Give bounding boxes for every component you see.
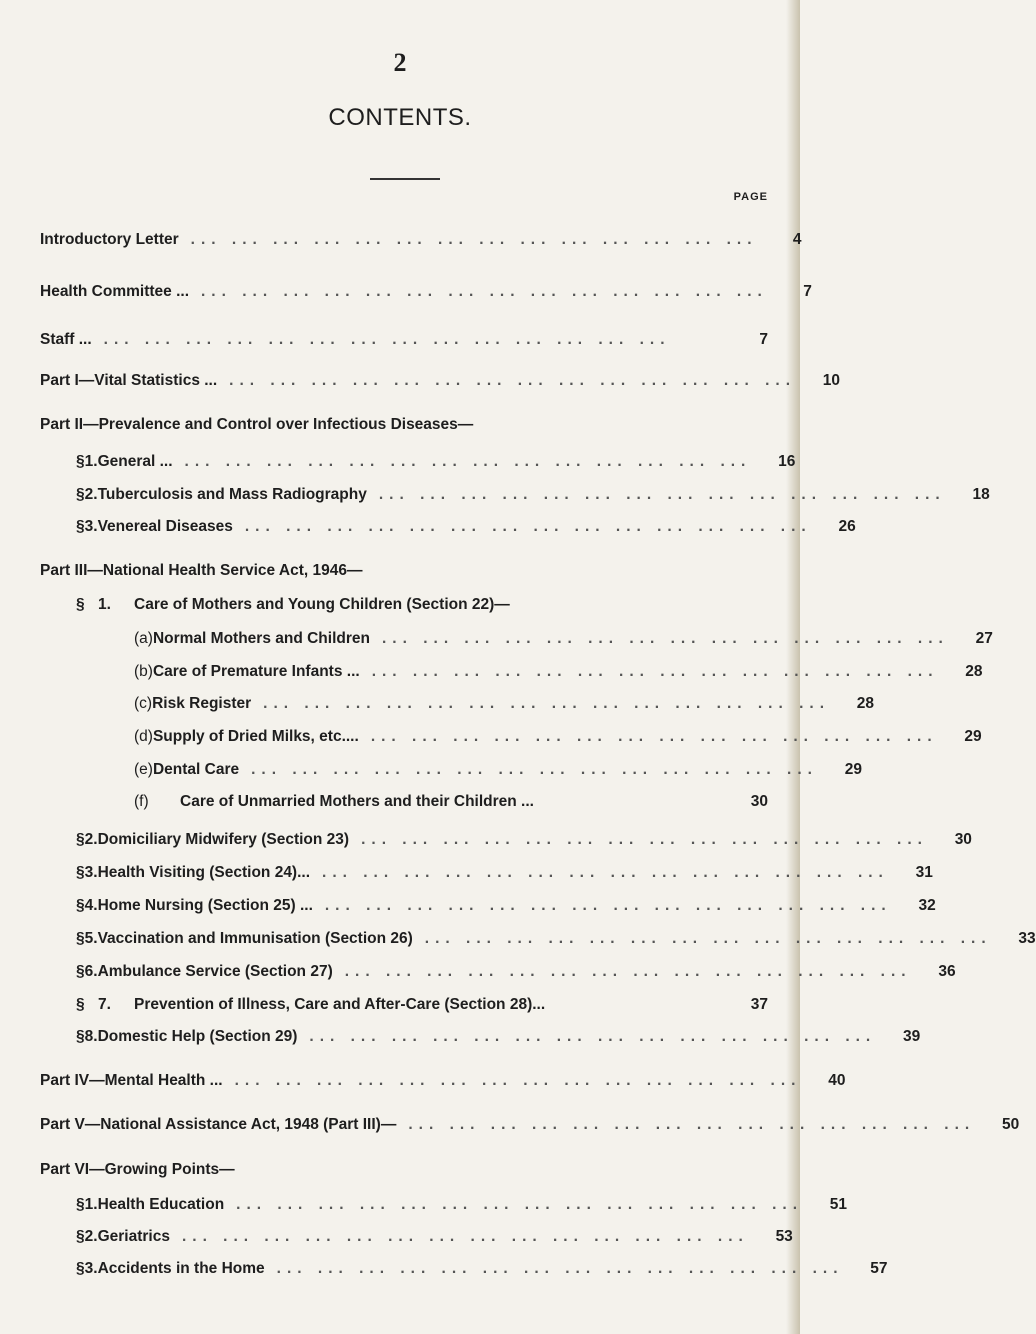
dot-leader: ... ... ... ... ... ... ... ... ... ... ... ... ... ... — [361, 831, 928, 848]
section-number: 1. — [84, 1196, 98, 1213]
toc-label: Health Committee ... — [40, 283, 189, 300]
section-sign: § — [76, 897, 85, 914]
dot-leader: ... ... ... ... ... ... ... ... ... ... ... ... ... ... — [276, 1260, 844, 1277]
sub-letter: (c) — [134, 695, 153, 712]
toc-entry-part-3-s2 — [76, 829, 972, 851]
section-number: 6. — [84, 963, 98, 980]
section-number: 2. — [84, 486, 98, 503]
toc-subentry-d — [134, 726, 982, 748]
dot-leader: ... ... ... ... ... ... ... ... ... ... ... ... ... ... — [181, 1228, 749, 1245]
toc-page: 29 — [844, 761, 862, 778]
toc-label: Tuberculosis and Mass Radiography — [97, 486, 367, 503]
dot-leader: ... ... ... ... ... ... ... ... ... ... ... ... ... ... — [370, 728, 938, 745]
section-number: 1. — [98, 596, 111, 613]
toc-page: 30 — [954, 831, 972, 848]
toc-label: Prevention of Illness, Care and After-Care (Section 28)... — [134, 996, 546, 1013]
dot-leader: ... ... ... ... ... ... ... ... ... ... ... ... ... ... — [103, 331, 671, 348]
toc-label: Dental Care — [152, 761, 240, 778]
section-number: 8. — [84, 1028, 98, 1045]
toc-page: 36 — [938, 963, 956, 980]
section-sign: § — [76, 930, 85, 947]
toc-label: Venereal Diseases — [97, 518, 233, 535]
toc-page: 40 — [828, 1072, 846, 1089]
dot-leader: ... ... ... ... ... ... ... ... ... ... ... ... ... ... — [244, 518, 812, 535]
sub-letter: (a) — [134, 630, 153, 647]
section-number: 3. — [84, 864, 98, 881]
toc-subentry-a — [134, 628, 993, 650]
section-sign: § — [76, 1196, 85, 1213]
sub-letter: (e) — [134, 761, 153, 778]
dot-leader: ... ... ... ... ... ... ... ... ... ... ... ... ... ... — [251, 761, 818, 778]
toc-heading-part-3: Part III—National Health Service Act, 1946— — [40, 562, 363, 579]
toc-subentry-e — [134, 759, 862, 781]
section-sign: § — [76, 518, 85, 535]
toc-label: Geriatrics — [97, 1228, 170, 1245]
toc-page: 28 — [856, 695, 875, 712]
toc-page: 33 — [1018, 930, 1036, 947]
toc-subentry-c — [134, 693, 875, 715]
toc-page: 16 — [778, 453, 796, 470]
toc-label: Accidents in the Home — [97, 1260, 265, 1277]
toc-page: 39 — [903, 1028, 921, 1045]
section-number: 3. — [84, 518, 98, 535]
toc-label: Part IV—Mental Health ... — [40, 1072, 223, 1089]
toc-entry-part-6-s2 — [76, 1226, 793, 1248]
dot-leader: ... ... ... ... ... ... ... ... ... ... ... ... ... ... — [184, 453, 752, 470]
toc-page: 32 — [918, 897, 936, 914]
toc-page: 18 — [972, 486, 990, 503]
dot-leader: ... ... ... ... ... ... ... ... ... ... ... ... ... ... — [378, 486, 946, 503]
toc-label: Part I—Vital Statistics ... — [40, 372, 218, 389]
toc-page: 10 — [822, 372, 841, 389]
section-number: 5. — [84, 930, 98, 947]
toc-page: 37 — [750, 996, 768, 1013]
toc-label: Domiciliary Midwifery (Section 23) — [97, 831, 350, 848]
toc-label: Staff ... — [40, 331, 92, 348]
toc-label: Introductory Letter — [40, 231, 179, 248]
toc-label: Domestic Help (Section 29) — [97, 1028, 298, 1045]
toc-label: Home Nursing (Section 25) ... — [97, 897, 313, 914]
toc-entry-health-committee — [40, 281, 812, 303]
toc-entry-part-2-s2 — [76, 484, 990, 506]
toc-page: 4 — [792, 231, 802, 248]
section-number: 4. — [84, 897, 98, 914]
title-rule — [370, 178, 440, 180]
dot-leader: ... ... ... ... ... ... ... ... ... ... ... ... ... ... — [371, 663, 939, 680]
toc-page: 7 — [759, 331, 768, 348]
sub-letter: (f) — [134, 793, 149, 810]
toc-subentry-f — [134, 791, 768, 813]
toc-label: Ambulance Service (Section 27) — [97, 963, 333, 980]
toc-label: Vaccination and Immunisation (Section 26) — [97, 930, 413, 947]
toc-page: 30 — [750, 793, 768, 810]
toc-subentry-b — [134, 661, 983, 683]
section-sign: § — [76, 1028, 85, 1045]
toc-page: 57 — [870, 1260, 888, 1277]
section-sign: § — [76, 453, 85, 470]
toc-label: Normal Mothers and Children — [152, 630, 370, 647]
toc-page: 50 — [1001, 1116, 1020, 1133]
toc-entry-part-4 — [40, 1070, 846, 1092]
section-sign: § — [76, 963, 85, 980]
dot-leader: ... ... ... ... ... ... ... ... ... ... ... ... ... ... — [263, 695, 831, 712]
toc-page: 53 — [775, 1228, 793, 1245]
section-sign: § — [76, 1260, 85, 1277]
toc-label: Care of Premature Infants ... — [152, 663, 360, 680]
dot-leader: ... ... ... ... ... ... ... ... ... ... ... ... ... ... — [324, 897, 892, 914]
toc-entry-part-6-s1 — [76, 1194, 848, 1216]
toc-page: 29 — [964, 728, 982, 745]
section-number: 1. — [84, 453, 98, 470]
section-number: 2. — [84, 1228, 98, 1245]
toc-label: Supply of Dried Milks, etc.... — [152, 728, 359, 745]
section-sign: § — [76, 831, 85, 848]
toc-heading-part-2: Part II—Prevalence and Control over Infectious Diseases— — [40, 416, 474, 433]
toc-entry-part-2-s1 — [76, 451, 796, 473]
toc-page: 28 — [965, 663, 983, 680]
toc-entry-part-3-s4 — [76, 895, 936, 917]
dot-leader: ... ... ... ... ... ... ... ... ... ... ... ... ... ... — [322, 864, 889, 881]
section-sign: § — [76, 486, 85, 503]
toc-entry-part-3-s7 — [76, 994, 768, 1016]
toc-label: Care of Mothers and Young Children (Section 22)— — [134, 596, 510, 613]
section-sign: § — [76, 596, 85, 613]
toc-entry-part-2-s3 — [76, 516, 856, 538]
toc-label: Health Visiting (Section 24)... — [97, 864, 311, 881]
toc-label: Risk Register — [152, 695, 252, 712]
toc-page: 51 — [829, 1196, 848, 1213]
toc-label: Care of Unmarried Mothers and their Children ... — [180, 793, 534, 810]
toc-entry-part-3-s8 — [76, 1026, 921, 1048]
sub-letter: (b) — [134, 663, 153, 680]
dot-leader: ... ... ... ... ... ... ... ... ... ... ... ... ... ... — [309, 1028, 877, 1045]
section-number: 7. — [98, 996, 111, 1013]
toc-page: 31 — [915, 864, 933, 881]
toc-heading-part-6: Part VI—Growing Points— — [40, 1161, 235, 1178]
dot-leader: ... ... ... ... ... ... ... ... ... ... ... ... ... ... — [229, 372, 797, 389]
dot-leader: ... ... ... ... ... ... ... ... ... ... ... ... ... ... — [381, 630, 949, 647]
toc-label: Part V—National Assistance Act, 1948 (Part III)— — [40, 1116, 397, 1133]
toc-entry-part-3-s1 — [76, 594, 510, 616]
section-number: 3. — [84, 1260, 98, 1277]
toc-entry-part-3-s5 — [76, 928, 1036, 950]
dot-leader: ... ... ... ... ... ... ... ... ... ... ... ... ... ... — [344, 963, 912, 980]
toc-entry-part-5 — [40, 1114, 1020, 1136]
section-number: 2. — [84, 831, 98, 848]
toc-page: 27 — [975, 630, 993, 647]
toc-entry-part-3-s6 — [76, 961, 956, 983]
dot-leader: ... ... ... ... ... ... ... ... ... ... ... ... ... ... — [424, 930, 992, 947]
section-sign: § — [76, 1228, 85, 1245]
toc-entry-part-3-s3 — [76, 862, 933, 884]
page-column-header: PAGE — [733, 191, 768, 203]
sub-letter: (d) — [134, 728, 153, 745]
page-title: CONTENTS. — [328, 104, 472, 131]
page-number: 2 — [393, 48, 407, 77]
dot-leader: ... ... ... ... ... ... ... ... ... ... ... ... ... ... — [201, 283, 768, 300]
toc-label: General ... — [97, 453, 173, 470]
toc-entry-introductory-letter — [40, 229, 802, 251]
section-sign: § — [76, 864, 85, 881]
toc-entry-part-1 — [40, 370, 841, 392]
toc-entry-part-6-s3 — [76, 1258, 888, 1280]
toc-page: 7 — [803, 283, 812, 300]
dot-leader: ... ... ... ... ... ... ... ... ... ... ... ... ... ... — [190, 231, 758, 248]
toc-page: 26 — [838, 518, 856, 535]
toc-label: Health Education — [97, 1196, 225, 1213]
dot-leader: ... ... ... ... ... ... ... ... ... ... ... ... ... ... — [408, 1116, 976, 1133]
section-sign: § — [76, 996, 85, 1013]
dot-leader: ... ... ... ... ... ... ... ... ... ... ... ... ... ... — [236, 1196, 804, 1213]
dot-leader: ... ... ... ... ... ... ... ... ... ... ... ... ... ... — [234, 1072, 802, 1089]
toc-entry-staff — [40, 329, 768, 351]
